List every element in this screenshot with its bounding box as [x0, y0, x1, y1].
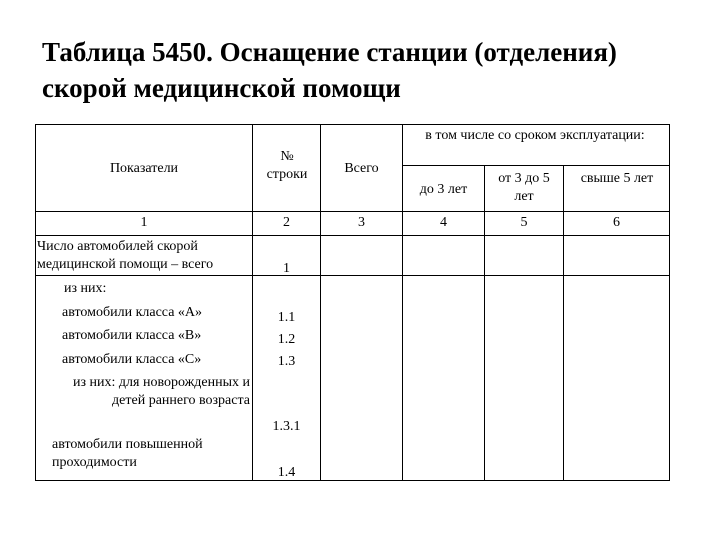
- row-code-newborns: 1.3.1: [272, 419, 301, 434]
- row-code-off-road: 1.4: [277, 465, 296, 480]
- column-number-6: 6: [613, 215, 620, 230]
- header-under-3-years: до 3 лет: [419, 182, 468, 197]
- header-indicators: Показатели: [109, 161, 179, 176]
- header-over-5-years: свыше 5 лет: [580, 171, 654, 186]
- column-number-2: 2: [283, 215, 290, 230]
- column-number-5: 5: [520, 215, 528, 230]
- row-label-off-road: автомобили повышенной проходимости: [52, 437, 203, 470]
- header-row-number: № строки: [266, 149, 308, 182]
- row-code-class-a: 1.1: [277, 310, 296, 325]
- row-label-total-vehicles: Число автомобилей скорой медицинской помощи – всего: [37, 239, 214, 272]
- column-number-4: 4: [440, 215, 447, 230]
- title-line-2: скорой медицинской помощи: [42, 73, 401, 103]
- row-code-class-c: 1.3: [277, 354, 296, 369]
- header-3-to-5-years: от 3 до 5 лет: [498, 171, 550, 204]
- header-service-period: в том числе со сроком эксплуатации:: [425, 128, 645, 143]
- row-code-total-vehicles: 1: [283, 261, 290, 276]
- title-line-1: Таблица 5450. Оснащение станции (отделения): [42, 37, 617, 67]
- row-label-class-b: автомобили класса «В»: [62, 328, 202, 343]
- header-total: Всего: [344, 161, 379, 176]
- row-label-of-which: из них:: [64, 281, 107, 296]
- row-label-newborns: из них: для новорожденных и детей раннего возраста: [73, 375, 250, 408]
- column-number-1: 1: [140, 215, 148, 230]
- column-number-3: 3: [358, 215, 365, 230]
- row-label-class-c: автомобили класса «С»: [62, 352, 202, 367]
- row-code-class-b: 1.2: [277, 332, 296, 347]
- row-label-class-a: автомобили класса «А»: [62, 305, 203, 320]
